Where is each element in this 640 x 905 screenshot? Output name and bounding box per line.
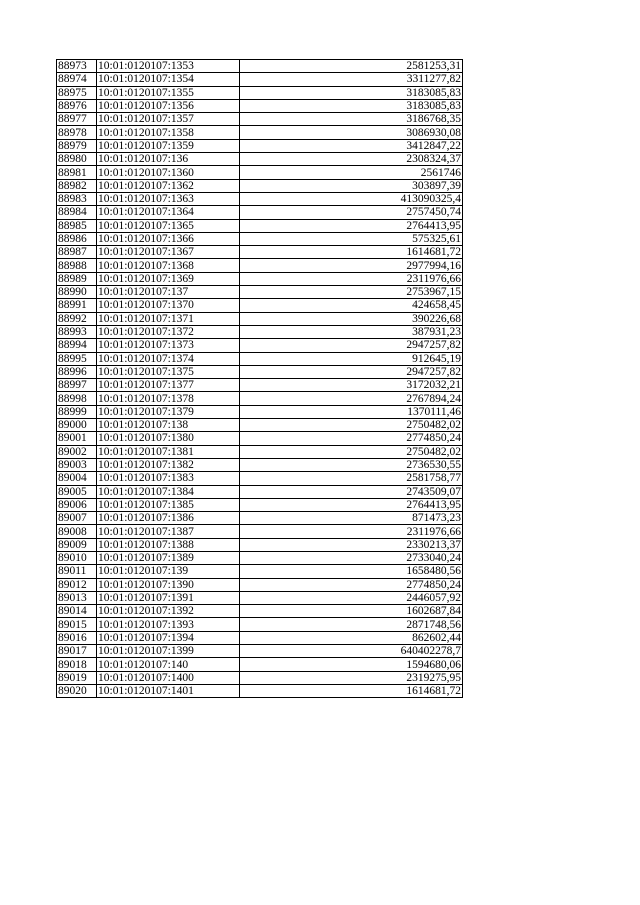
value-cell: 2581253,31: [240, 60, 463, 73]
cadastral-number-cell: 10:01:0120107:1392: [97, 605, 240, 618]
table-row: [57, 166, 463, 179]
row-number-cell: 89013: [57, 591, 97, 604]
row-number-cell: 89016: [57, 631, 97, 644]
row-number-cell: 88981: [57, 166, 97, 179]
cadastral-number-cell: 10:01:0120107:1357: [97, 113, 240, 126]
table-row: [57, 139, 463, 152]
cadastral-number-cell: 10:01:0120107:140: [97, 658, 240, 671]
row-number-cell: 88977: [57, 113, 97, 126]
cadastral-number-cell: 10:01:0120107:137: [97, 286, 240, 299]
value-cell: 2947257,82: [240, 339, 463, 352]
row-number-cell: 89020: [57, 684, 97, 697]
table-row: [57, 645, 463, 658]
row-number-cell: 89017: [57, 645, 97, 658]
value-cell: 1594680,06: [240, 658, 463, 671]
table-row: [57, 419, 463, 432]
table-row: [57, 206, 463, 219]
value-cell: 2750482,02: [240, 445, 463, 458]
value-cell: 2743509,07: [240, 485, 463, 498]
table-row: [57, 365, 463, 378]
cadastral-number-cell: 10:01:0120107:1383: [97, 472, 240, 485]
row-number-cell: 88973: [57, 60, 97, 73]
cadastral-number-cell: 10:01:0120107:1387: [97, 525, 240, 538]
row-number-cell: 89009: [57, 538, 97, 551]
value-cell: 2319275,95: [240, 671, 463, 684]
row-number-cell: 88984: [57, 206, 97, 219]
row-number-cell: 88987: [57, 246, 97, 259]
table-row: [57, 60, 463, 73]
value-cell: 575325,61: [240, 232, 463, 245]
value-cell: 1370111,46: [240, 405, 463, 418]
value-cell: 2764413,95: [240, 219, 463, 232]
value-cell: 871473,23: [240, 512, 463, 525]
cadastral-number-cell: 10:01:0120107:1373: [97, 339, 240, 352]
cadastral-number-cell: 10:01:0120107:1379: [97, 405, 240, 418]
row-number-cell: 89007: [57, 512, 97, 525]
table-row: [57, 259, 463, 272]
table-row: [57, 153, 463, 166]
row-number-cell: 88980: [57, 153, 97, 166]
cadastral-number-cell: 10:01:0120107:1372: [97, 325, 240, 338]
cadastral-number-cell: 10:01:0120107:1393: [97, 618, 240, 631]
row-number-cell: 88990: [57, 286, 97, 299]
row-number-cell: 88993: [57, 325, 97, 338]
cadastral-number-cell: 10:01:0120107:1381: [97, 445, 240, 458]
table-row: [57, 99, 463, 112]
cadastral-number-cell: 10:01:0120107:139: [97, 565, 240, 578]
table-row: [57, 246, 463, 259]
cadastral-number-cell: 10:01:0120107:1364: [97, 206, 240, 219]
value-cell: 390226,68: [240, 312, 463, 325]
cadastral-number-cell: 10:01:0120107:1354: [97, 73, 240, 86]
table-body: [57, 60, 463, 698]
cadastral-number-cell: 10:01:0120107:1399: [97, 645, 240, 658]
row-number-cell: 89008: [57, 525, 97, 538]
table-row: [57, 631, 463, 644]
row-number-cell: 89003: [57, 458, 97, 471]
cadastral-number-cell: 10:01:0120107:1369: [97, 272, 240, 285]
table-row: [57, 73, 463, 86]
cadastral-number-cell: 10:01:0120107:136: [97, 153, 240, 166]
row-number-cell: 88986: [57, 232, 97, 245]
value-cell: 3183085,83: [240, 99, 463, 112]
row-number-cell: 88985: [57, 219, 97, 232]
value-cell: 1602687,84: [240, 605, 463, 618]
table-row: [57, 605, 463, 618]
table-row: [57, 512, 463, 525]
row-number-cell: 89000: [57, 419, 97, 432]
value-cell: 2308324,37: [240, 153, 463, 166]
cadastral-number-cell: 10:01:0120107:1389: [97, 551, 240, 564]
value-cell: 2774850,24: [240, 578, 463, 591]
table-row: [57, 498, 463, 511]
cadastral-number-cell: 10:01:0120107:1378: [97, 392, 240, 405]
cadastral-number-cell: 10:01:0120107:1363: [97, 192, 240, 205]
row-number-cell: 88982: [57, 179, 97, 192]
row-number-cell: 88991: [57, 299, 97, 312]
value-cell: 2764413,95: [240, 498, 463, 511]
table-row: [57, 684, 463, 697]
cadastral-number-cell: 10:01:0120107:1370: [97, 299, 240, 312]
cadastral-number-cell: 10:01:0120107:1358: [97, 126, 240, 139]
row-number-cell: 88975: [57, 86, 97, 99]
table-row: [57, 551, 463, 564]
row-number-cell: 89012: [57, 578, 97, 591]
cadastral-number-cell: 10:01:0120107:1359: [97, 139, 240, 152]
row-number-cell: 88994: [57, 339, 97, 352]
value-cell: 2757450,74: [240, 206, 463, 219]
table-row: [57, 565, 463, 578]
value-cell: 413090325,4: [240, 192, 463, 205]
value-cell: 2733040,24: [240, 551, 463, 564]
cadastral-number-cell: 10:01:0120107:1368: [97, 259, 240, 272]
row-number-cell: 88995: [57, 352, 97, 365]
table-row: [57, 219, 463, 232]
cadastral-number-cell: 10:01:0120107:1400: [97, 671, 240, 684]
value-cell: 3412847,22: [240, 139, 463, 152]
cadastral-number-cell: 10:01:0120107:1385: [97, 498, 240, 511]
value-cell: 2311976,66: [240, 272, 463, 285]
row-number-cell: 88983: [57, 192, 97, 205]
row-number-cell: 89001: [57, 432, 97, 445]
table-row: [57, 286, 463, 299]
cadastral-number-cell: 10:01:0120107:1388: [97, 538, 240, 551]
table-row: [57, 299, 463, 312]
cadastral-number-cell: 10:01:0120107:1380: [97, 432, 240, 445]
row-number-cell: 89015: [57, 618, 97, 631]
cadastral-number-cell: 10:01:0120107:1360: [97, 166, 240, 179]
cadastral-number-cell: 10:01:0120107:1353: [97, 60, 240, 73]
table-row: [57, 618, 463, 631]
table-row: [57, 578, 463, 591]
table-row: [57, 312, 463, 325]
table-row: [57, 525, 463, 538]
cadastral-number-cell: 10:01:0120107:1362: [97, 179, 240, 192]
data-table: [56, 59, 463, 698]
value-cell: 3311277,82: [240, 73, 463, 86]
cadastral-number-cell: 10:01:0120107:1401: [97, 684, 240, 697]
row-number-cell: 89010: [57, 551, 97, 564]
table-row: [57, 445, 463, 458]
table-row: [57, 352, 463, 365]
cadastral-number-cell: 10:01:0120107:1365: [97, 219, 240, 232]
value-cell: 424658,45: [240, 299, 463, 312]
cadastral-number-cell: 10:01:0120107:1371: [97, 312, 240, 325]
table-row: [57, 126, 463, 139]
value-cell: 3186768,35: [240, 113, 463, 126]
row-number-cell: 88988: [57, 259, 97, 272]
table-row: [57, 538, 463, 551]
table-row: [57, 458, 463, 471]
row-number-cell: 88979: [57, 139, 97, 152]
table-row: [57, 671, 463, 684]
row-number-cell: 89004: [57, 472, 97, 485]
row-number-cell: 88999: [57, 405, 97, 418]
row-number-cell: 89019: [57, 671, 97, 684]
table-row: [57, 485, 463, 498]
value-cell: 2753967,15: [240, 286, 463, 299]
cadastral-number-cell: 10:01:0120107:1384: [97, 485, 240, 498]
row-number-cell: 88997: [57, 379, 97, 392]
row-number-cell: 89006: [57, 498, 97, 511]
row-number-cell: 89011: [57, 565, 97, 578]
table-row: [57, 179, 463, 192]
table-row: [57, 379, 463, 392]
cadastral-number-cell: 10:01:0120107:1366: [97, 232, 240, 245]
cadastral-number-cell: 10:01:0120107:1386: [97, 512, 240, 525]
row-number-cell: 88996: [57, 365, 97, 378]
value-cell: 640402278,7: [240, 645, 463, 658]
value-cell: 862602,44: [240, 631, 463, 644]
value-cell: 303897,39: [240, 179, 463, 192]
value-cell: 2581758,77: [240, 472, 463, 485]
cadastral-number-cell: 10:01:0120107:1382: [97, 458, 240, 471]
table-row: [57, 591, 463, 604]
cadastral-number-cell: 10:01:0120107:1356: [97, 99, 240, 112]
value-cell: 1614681,72: [240, 246, 463, 259]
cadastral-number-cell: 10:01:0120107:1367: [97, 246, 240, 259]
cadastral-number-cell: 10:01:0120107:1377: [97, 379, 240, 392]
value-cell: 2767894,24: [240, 392, 463, 405]
value-cell: 1658480,56: [240, 565, 463, 578]
value-cell: 3183085,83: [240, 86, 463, 99]
value-cell: 2561746: [240, 166, 463, 179]
table-row: [57, 113, 463, 126]
value-cell: 2871748,56: [240, 618, 463, 631]
row-number-cell: 88974: [57, 73, 97, 86]
cadastral-number-cell: 10:01:0120107:138: [97, 419, 240, 432]
row-number-cell: 88989: [57, 272, 97, 285]
table-row: [57, 658, 463, 671]
table-row: [57, 86, 463, 99]
value-cell: 387931,23: [240, 325, 463, 338]
value-cell: 2750482,02: [240, 419, 463, 432]
value-cell: 2947257,82: [240, 365, 463, 378]
table-row: [57, 339, 463, 352]
value-cell: 912645,19: [240, 352, 463, 365]
row-number-cell: 89002: [57, 445, 97, 458]
cadastral-number-cell: 10:01:0120107:1390: [97, 578, 240, 591]
row-number-cell: 89018: [57, 658, 97, 671]
row-number-cell: 88976: [57, 99, 97, 112]
table-row: [57, 405, 463, 418]
value-cell: 2446057,92: [240, 591, 463, 604]
table-row: [57, 472, 463, 485]
table-row: [57, 432, 463, 445]
row-number-cell: 88978: [57, 126, 97, 139]
cadastral-number-cell: 10:01:0120107:1375: [97, 365, 240, 378]
value-cell: 2311976,66: [240, 525, 463, 538]
cadastral-number-cell: 10:01:0120107:1391: [97, 591, 240, 604]
value-cell: 1614681,72: [240, 684, 463, 697]
value-cell: 2736530,55: [240, 458, 463, 471]
row-number-cell: 89014: [57, 605, 97, 618]
row-number-cell: 88998: [57, 392, 97, 405]
value-cell: 2330213,37: [240, 538, 463, 551]
value-cell: 3172032,21: [240, 379, 463, 392]
table-row: [57, 392, 463, 405]
value-cell: 2774850,24: [240, 432, 463, 445]
value-cell: 2977994,16: [240, 259, 463, 272]
cadastral-number-cell: 10:01:0120107:1355: [97, 86, 240, 99]
table-row: [57, 192, 463, 205]
table-row: [57, 232, 463, 245]
table-row: [57, 272, 463, 285]
value-cell: 3086930,08: [240, 126, 463, 139]
table-row: [57, 325, 463, 338]
row-number-cell: 88992: [57, 312, 97, 325]
cadastral-number-cell: 10:01:0120107:1374: [97, 352, 240, 365]
cadastral-number-cell: 10:01:0120107:1394: [97, 631, 240, 644]
row-number-cell: 89005: [57, 485, 97, 498]
